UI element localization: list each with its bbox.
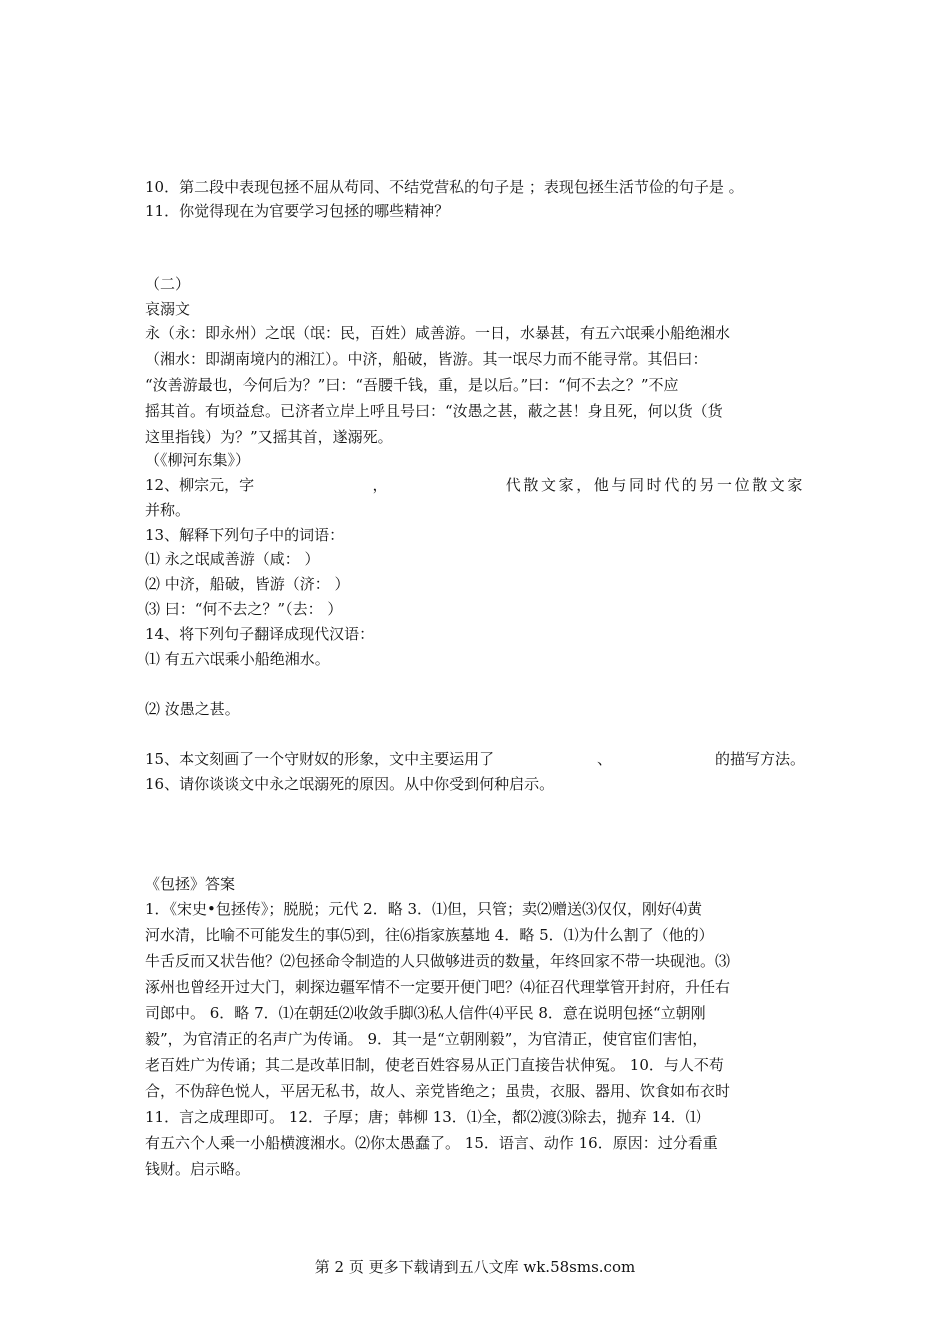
- question-14-item: ⑵ 汝愚之甚。: [145, 700, 240, 718]
- passage-title: 哀溺文: [145, 300, 191, 318]
- answers-title: 《包拯》答案: [145, 875, 236, 893]
- answer-line: 有五六个人乘一小船横渡湘水。⑵你太愚蠢了。 15．语言、动作 16．原因：过分看重: [145, 1134, 718, 1152]
- question-15-part2: 、: [597, 750, 613, 768]
- section-heading: （二）: [145, 275, 191, 293]
- question-11: 11．你觉得现在为官要学习包拯的哪些精神？: [145, 202, 450, 220]
- answer-line: 司郎中。 6．略 7．⑴在朝廷⑵收敛手脚⑶私人信件⑷平民 8．意在说明包拯“立朝刚: [145, 1004, 706, 1022]
- passage-line: 永（永：即永州）之氓（氓：民，百姓）咸善游。一日，水暴甚，有五六氓乘小船绝湘水: [145, 324, 731, 342]
- question-12-part2: ，: [372, 476, 388, 494]
- question-12-part3: 代散文家，他与同时代的另一位散文家: [505, 476, 805, 494]
- question-15: [145, 748, 805, 770]
- question-10: 10．第二段中表现包拯不屈从苟同、不结党营私的句子是 ；表现包拯生活节俭的句子是 。: [145, 178, 744, 196]
- question-12-continued: 并称。: [145, 501, 191, 519]
- answer-line: 毅”，为官清正的名声广为传诵。 9．其一是“立朝刚毅”，为官清正，使官宦们害怕，: [145, 1030, 708, 1048]
- question-13-item: ⑶ 曰：“何不去之？”（去： ）: [145, 600, 343, 618]
- question-12: [145, 474, 805, 496]
- question-12-part1: 12、柳宗元，字: [145, 476, 255, 494]
- question-13-item: ⑵ 中济，船破，皆游（济： ）: [145, 575, 350, 593]
- passage-line: （湘水：即湖南境内的湘江）。中济，船破，皆游。其一氓尽力而不能寻常。其侣曰：: [145, 350, 708, 368]
- passage-line: 这里指钱）为？”又摇其首，遂溺死。: [145, 428, 393, 446]
- answer-line: 钱财。启示略。: [145, 1160, 251, 1178]
- answer-line: 合，不伪辞色悦人，平居无私书，故人、亲党皆绝之；虽贵，衣服、器用、饮食如布衣时: [145, 1082, 731, 1100]
- answer-line: 11．言之成理即可。 12．子厚；唐；韩柳 13．⑴全，都⑵渡⑶除去，抛弃 14．⑴: [145, 1108, 701, 1126]
- question-14-item: ⑴ 有五六氓乘小船绝湘水。: [145, 650, 330, 668]
- question-16: 16、请你谈谈文中永之氓溺死的原因。从中你受到何种启示。: [145, 775, 555, 793]
- answer-line: 1．《宋史•包拯传》；脱脱；元代 2．略 3．⑴但，只管；卖⑵赠送⑶仅仅，刚好⑷黄: [145, 900, 703, 918]
- answer-line: 河水清，比喻不可能发生的事⑸到，往⑹指家族墓地 4．略 5．⑴为什么割了（他的）: [145, 926, 714, 944]
- answer-line: 涿州也曾经开过大门，刺探边疆军情不一定要开便门吧？⑷征召代理掌管开封府，升任右: [145, 978, 731, 996]
- question-15-part1: 15、本文刻画了一个守财奴的形象，文中主要运用了: [145, 750, 495, 768]
- question-15-part3: 的描写方法。: [714, 750, 805, 768]
- answer-line: 牛舌反而又状告他？⑵包拯命令制造的人只做够进贡的数量，年终回家不带一块砚池。⑶: [145, 952, 731, 970]
- page-footer: 第 2 页 更多下载请到五八文库 wk.58sms.com: [314, 1258, 636, 1276]
- question-13-stem: 13、解释下列句子中的词语：: [145, 526, 345, 544]
- question-14-stem: 14、将下列句子翻译成现代汉语：: [145, 625, 375, 643]
- question-13-item: ⑴ 永之氓咸善游（咸： ）: [145, 550, 320, 568]
- answer-line: 老百姓广为传诵；其二是改革旧制，使老百姓容易从正门直接告状伸冤。 10．与人不苟: [145, 1056, 724, 1074]
- passage-line: 摇其首。有顷益怠。已济者立岸上呼且号曰：“汝愚之甚，蔽之甚！身且死，何以货（货: [145, 402, 723, 420]
- passage-source: （《柳河东集》）: [145, 451, 251, 469]
- passage-line: “汝善游最也，今何后为？”曰：“吾腰千钱，重，是以后。”曰：“何不去之？”不应: [145, 376, 679, 394]
